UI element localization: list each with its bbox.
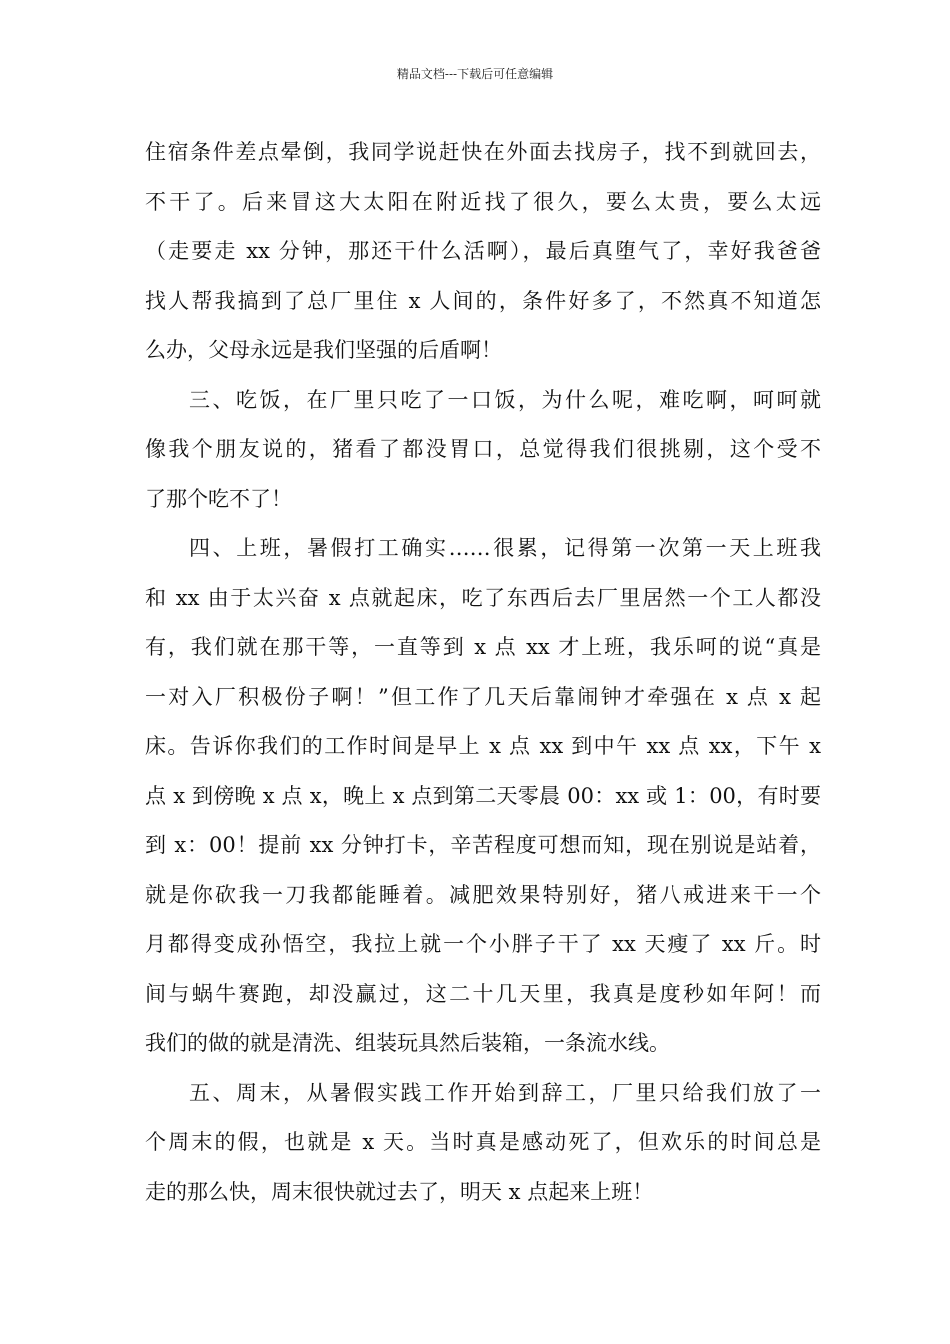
text-line (145, 1168, 821, 1218)
text-line (145, 178, 821, 228)
line-text: 四、上班，暑假打工确实……很累，记得第一次第一天上班我 (189, 536, 821, 560)
line-text: 床。告诉你我们的工作时间是早上 x 点 xx 到中午 xx 点 xx，下午 x (145, 734, 821, 758)
text-line (145, 1069, 821, 1119)
line-text: 不干了。后来冒这大太阳在附近找了很久，要么太贵，要么太远 (145, 189, 821, 214)
line-text: 找人帮我搞到了总厂里住 x 人间的，条件好多了，不然真不知道怎 (145, 288, 821, 313)
line-text: 到 x：00！提前 xx 分钟打卡，辛苦程度可想而知，现在别说是站着， (145, 833, 821, 857)
line-text: 五、周末，从暑假实践工作开始到辞工，厂里只给我们放了一 (189, 1080, 821, 1105)
text-line (145, 376, 821, 426)
line-text: 住宿条件差点晕倒，我同学说赶快在外面去找房子，找不到就回去， (145, 140, 821, 164)
text-line (145, 475, 821, 525)
text-line (145, 574, 821, 624)
text-line (145, 425, 821, 475)
page-header: 精品文档---下载后可任意编辑 (396, 67, 554, 81)
text-line (145, 1118, 821, 1168)
text-line (145, 821, 821, 871)
text-line (145, 277, 821, 327)
line-text: 了那个吃不了！ (145, 486, 292, 511)
line-text: 么办，父母永远是我们坚强的后盾啊！ (145, 338, 502, 362)
line-text: 一对入厂积极份子啊！”但工作了几天后靠闹钟才牵强在 x 点 x 起 (145, 684, 821, 709)
line-text: 间与蜗牛赛跑，却没赢过，这二十几天里，我真是度秒如年阿！而 (145, 981, 821, 1006)
text-line (145, 871, 821, 921)
line-text: 像我个朋友说的，猪看了都没胃口，总觉得我们很挑剔，这个受不 (145, 437, 821, 461)
text-line (145, 227, 821, 277)
line-text: 和 xx 由于太兴奋 x 点就起床，吃了东西后去厂里居然一个工人都没 (145, 585, 821, 610)
text-line (145, 970, 821, 1020)
line-text: 个周末的假，也就是 x 天。当时真是感动死了，但欢乐的时间总是 (145, 1130, 821, 1154)
line-text: 有，我们就在那干等，一直等到 x 点 xx 才上班，我乐呵的说“真是 (145, 635, 821, 659)
text-line (145, 1019, 821, 1069)
line-text: 我们的做的就是清洗、组装玩具然后装箱，一条流水线。 (145, 1031, 670, 1055)
text-line (145, 673, 821, 723)
text-line (145, 920, 821, 970)
text-line (145, 623, 821, 673)
line-text: 三、吃饭，在厂里只吃了一口饭，为什么呢，难吃啊，呵呵就 (189, 387, 821, 412)
line-text: 月都得变成孙悟空，我拉上就一个小胖子干了 xx 天瘦了 xx 斤。时 (145, 932, 821, 956)
line-text: （走要走 xx 分钟，那还干什么活啊），最后真堕气了，幸好我爸爸 (145, 239, 821, 263)
line-text: 点 x 到傍晚 x 点 x，晚上 x 点到第二天零晨 00：xx 或 1：00，有时要 (145, 783, 821, 808)
text-line (145, 326, 821, 376)
line-text: 就是你砍我一刀我都能睡着。减肥效果特别好，猪八戒进来干一个 (145, 882, 821, 907)
text-line (145, 772, 821, 822)
text-line (145, 722, 821, 772)
document-body (145, 128, 821, 1217)
text-line (145, 128, 821, 178)
line-text: 走的那么快，周末很快就过去了，明天 x 点起来上班！ (145, 1179, 654, 1204)
text-line (145, 524, 821, 574)
